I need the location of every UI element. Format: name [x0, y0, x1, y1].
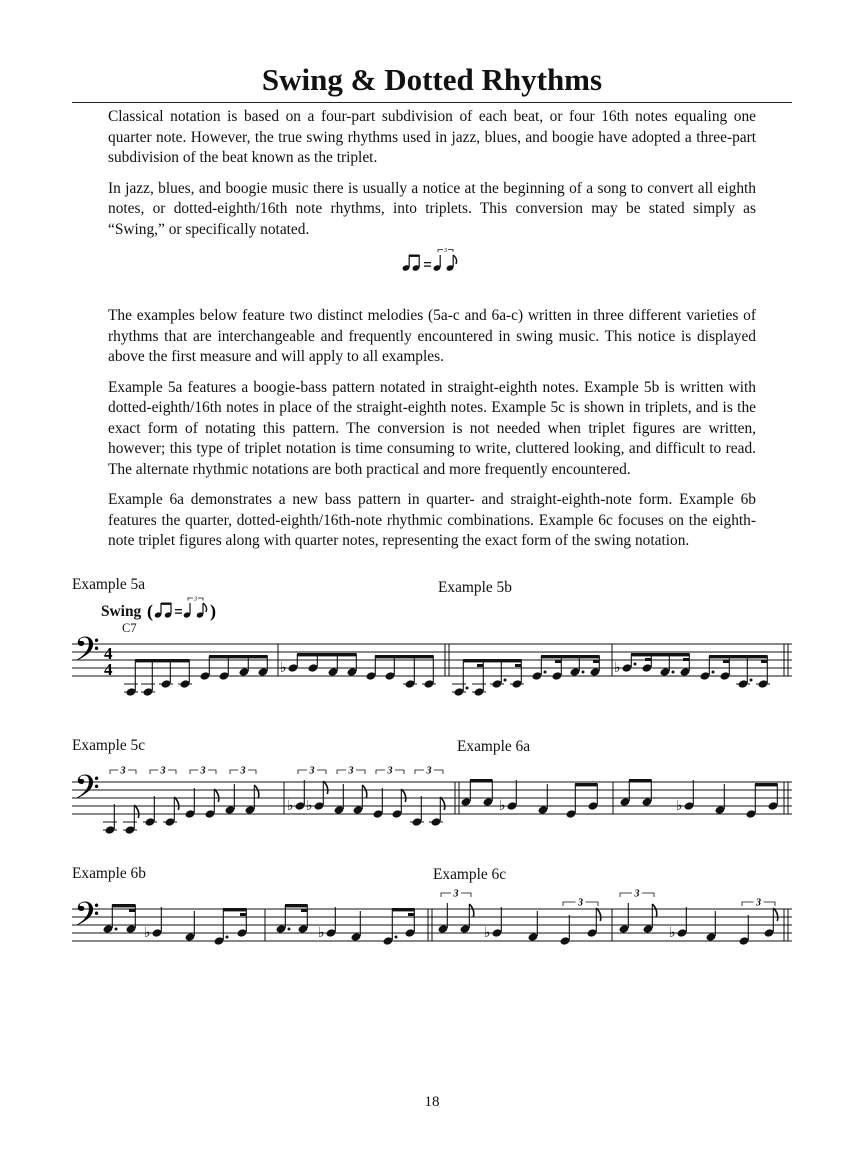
chord-symbol: C7: [122, 621, 137, 635]
partial-beam: [515, 664, 522, 667]
dot: [504, 679, 507, 682]
flag: [174, 797, 179, 810]
flat-icon: ♭: [669, 925, 676, 941]
flag: [401, 789, 406, 802]
flat-icon: ♭: [306, 798, 313, 814]
paragraph-4: Example 5a features a boogie-bass pattern notated in straight-eighth notes. Example 5b is written with dotted-eighth/16th notes in place of the straight-eighth notes. Example 5c is shown in triplets, and is the exact form of notating this pattern. The conversion is not needed when triplet figures are written, however; this type of triplet notation is time consuming to write, cluttered looking, and difficult to read. The alternate rhythmic notations are both practical and more frequently encountered.: [108, 378, 756, 478]
dot: [672, 671, 675, 674]
triplet-numeral: 3: [453, 888, 459, 900]
dot: [544, 671, 547, 674]
triplet-numeral: 3: [309, 765, 315, 777]
paragraph-1: Classical notation is based on a four-part subdivision of each beat, or four 16th notes equaling one quarter note. However, the true swing rhythms used in jazz, blues, and boogie have adopted a three-part subdivision of the beat known as the triplet.: [108, 108, 756, 166]
flag: [214, 789, 219, 802]
example-6c-label: Example 6c: [433, 866, 507, 883]
beam: [392, 908, 415, 911]
example-5b-label: Example 5b: [438, 579, 512, 596]
triplet-numeral: 3: [240, 765, 246, 777]
flag: [323, 781, 328, 794]
triplet-numeral: 3: [120, 765, 126, 777]
triplet-numeral: 3: [200, 765, 206, 777]
triplet-numeral: 3: [578, 897, 583, 909]
flag: [596, 908, 601, 921]
triplet-numeral: 3: [426, 765, 432, 777]
partial-beam: [555, 660, 562, 663]
flag: [469, 904, 474, 917]
flat-icon: ♭: [499, 798, 506, 814]
dot: [288, 928, 291, 931]
flag: [254, 785, 258, 798]
body-text: [108, 107, 756, 562]
beam: [541, 655, 600, 658]
flag: [362, 785, 367, 798]
flag: [440, 797, 445, 810]
svg-text:(: (: [147, 601, 153, 621]
partial-beam: [301, 909, 308, 912]
svg-text:3: 3: [194, 596, 197, 603]
beam: [285, 904, 308, 907]
flat-icon: ♭: [287, 798, 294, 814]
bass-clef-icon: 𝄢: [74, 769, 100, 815]
dot: [226, 936, 229, 939]
beam: [755, 783, 778, 786]
beam: [112, 904, 136, 907]
flat-icon: ♭: [484, 925, 491, 941]
flat-icon: ♭: [144, 925, 151, 941]
staff-system-2: [0, 755, 864, 845]
example-5c-label: Example 5c: [72, 737, 146, 754]
page-title: Swing & Dotted Rhythms: [261, 62, 603, 97]
example-5a-label: Example 5a: [72, 576, 146, 593]
partial-beam: [593, 660, 600, 663]
partial-beam: [645, 658, 652, 661]
partial-beam: [723, 660, 730, 663]
dot: [750, 679, 753, 682]
flag: [652, 904, 657, 917]
dot: [115, 928, 118, 931]
paragraph-5: Example 6a demonstrates a new bass pattern in quarter- and straight-eighth-note form. Example 6b features the quarter, dotted-eighth/16th-note rhythmic combinations. Example 6c focuses on the eighth-note triplet figures along with quarter notes, representing the exact form of the swing notation.: [108, 491, 756, 549]
staff-system-1: [0, 620, 864, 710]
flat-icon: ♭: [318, 925, 325, 941]
triplet-numeral: 3: [160, 765, 166, 777]
example-6b-label: Example 6b: [72, 865, 146, 882]
dot: [634, 663, 637, 666]
svg-text:3: 3: [444, 248, 447, 254]
partial-beam: [129, 909, 136, 912]
flag: [134, 805, 139, 818]
dot: [582, 671, 585, 674]
flag: [773, 908, 778, 921]
beam: [631, 653, 690, 656]
beam: [470, 779, 493, 782]
triplet-numeral: 3: [348, 765, 354, 777]
example-6a-label: Example 6a: [457, 738, 531, 755]
swing-conversion-notice: [400, 247, 464, 275]
partial-beam: [477, 664, 484, 667]
flat-icon: ♭: [614, 660, 621, 676]
dot: [712, 671, 715, 674]
eighth-pair-icon: [402, 255, 421, 272]
dot: [395, 936, 398, 939]
title-rule: [72, 102, 792, 103]
partial-beam: [240, 913, 247, 916]
beam: [629, 779, 652, 782]
beam: [463, 659, 522, 662]
beam: [209, 655, 268, 658]
beam: [135, 659, 190, 662]
paragraph-2: In jazz, blues, and boogie music there is usually a notice at the beginning of a song to convert all eighth notes, or dotted-eighth/16th note rhythms, into triplets. This conversion may be stated simply as “Swing,” or specifically notated.: [108, 179, 756, 238]
beam: [223, 908, 247, 911]
partial-beam: [408, 913, 415, 916]
staff-system-3: [0, 880, 864, 960]
partial-beam: [683, 658, 690, 661]
paragraph-3: The examples below feature two distinct melodies (5a-c and 6a-c) written in three different varieties of rhythms that are interchangeable and frequently encountered in swing music. This notice is displayed above the first measure and will apply to all examples.: [108, 307, 756, 365]
beam: [575, 783, 598, 786]
flat-icon: ♭: [676, 798, 683, 814]
page-number: 18: [424, 1094, 440, 1110]
dot: [466, 687, 469, 690]
swing-label: Swing: [101, 603, 142, 620]
triplet-numeral: 3: [756, 897, 761, 909]
flat-icon: ♭: [280, 660, 287, 676]
beam: [297, 653, 357, 656]
bass-clef-icon: 𝄢: [74, 896, 100, 942]
svg-text:): ): [210, 601, 216, 621]
bass-clef-icon: 𝄢: [74, 631, 100, 677]
time-signature-bottom: 4: [104, 660, 113, 679]
beam: [709, 655, 768, 658]
time-signature-top: 4: [104, 644, 113, 663]
partial-beam: [761, 660, 768, 663]
triplet-quarter-eighth-icon: [433, 248, 457, 272]
triplet-numeral: 3: [634, 888, 640, 900]
triplet-numeral: 3: [387, 765, 393, 777]
beam: [375, 655, 434, 658]
equals-icon: [424, 262, 431, 267]
